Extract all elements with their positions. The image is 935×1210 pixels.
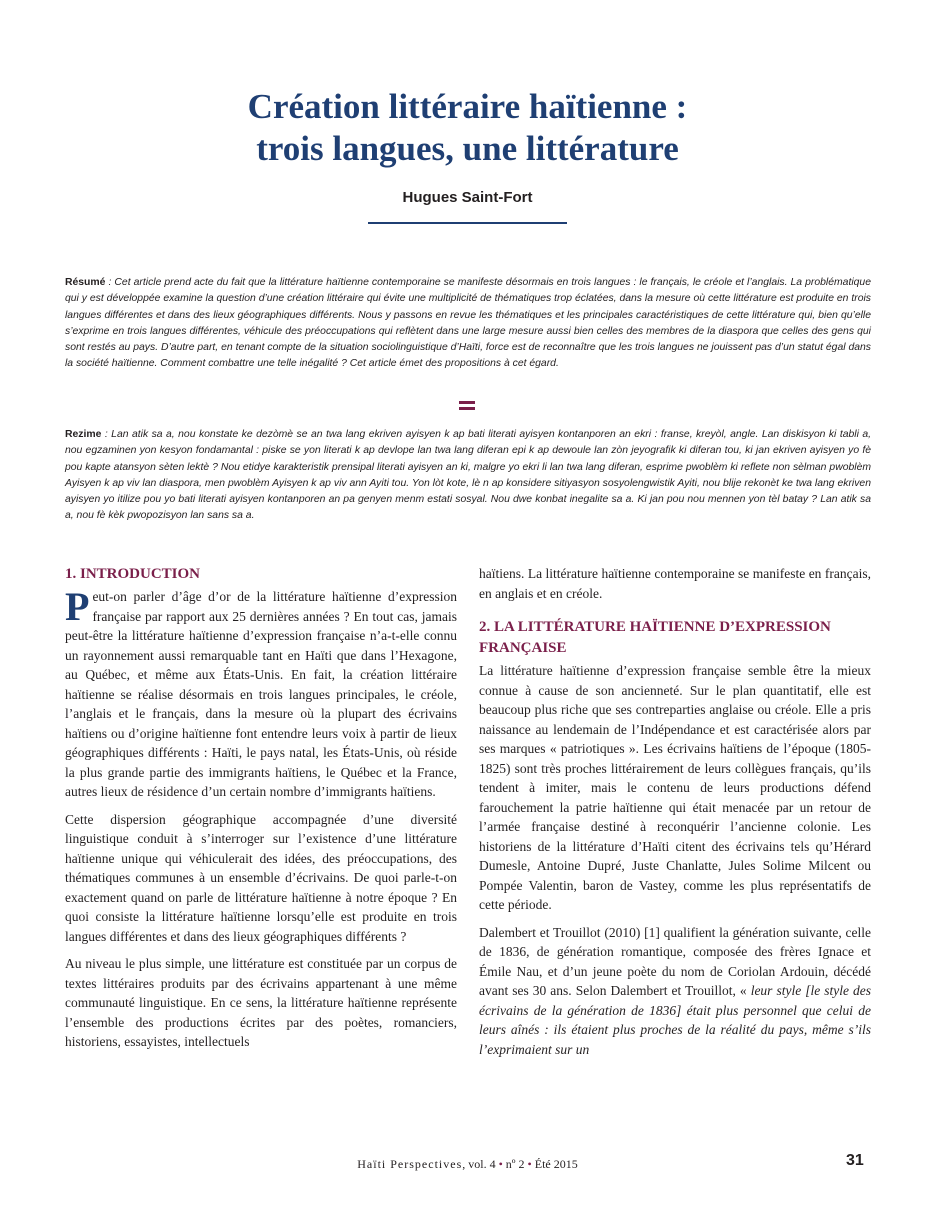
paragraph-6 [479, 923, 871, 1060]
author-divider [368, 222, 567, 224]
paragraph-6-quote: leur style [le style des écrivains de la génération de 1836] était plus personnel que celui de leurs aînés : ils étaient plus proches de la réalité du pays, même s’ils l’exprimaient sur un [479, 983, 871, 1057]
journal-name: Haïti Perspectives [357, 1157, 463, 1171]
journal-volume: , vol. 4 [462, 1157, 499, 1171]
section-heading-french-literature: 2. LA LITTÉRATURE HAÏTIENNE D’EXPRESSION FRANÇAISE [479, 619, 831, 656]
body-column-left [65, 564, 457, 1060]
title-line-2: trois langues, une littérature [256, 129, 679, 168]
paragraph-4: haïtiens. La littérature haïtienne contemporaine se manifeste en français, en anglais et en créole. [479, 566, 871, 601]
title-line-1: Création littéraire haïtienne : [247, 87, 688, 126]
paragraph-3: Au niveau le plus simple, une littérature est constituée par un corpus de textes littéraires produits par des écrivains appartenant à une même communauté linguistique. En ce sens, la littérature haïtienne représente l’ensemble des productions écrites par des poètes, romanciers, historiens, essayistes, intellectuels [65, 956, 457, 1049]
abstract-creole [65, 427, 871, 525]
abstract-french-text: : Cet article prend acte du fait que la littérature haïtienne contemporaine se manifeste désormais en trois langues : le français, le créole et l’anglais. La problématique qui y est développée examine la question d’une création littéraire qui évite une multiplicité de thématiques trop éclatées, dans la mesure où cette littérature est produite en trois langues différentes et dans des lieux géographiques différents. Nous y passons en revue les thématiques et les principales caractéristiques de cette littérature qui, bien qu’elle s’exprime en trois langues différentes, véhicule des préoccupations qui reflètent dans une large mesure aussi bien celles des membres de la diaspora que celles des gens qui sont restés au pays. D’autre part, en tenant compte de la situation sociolinguistique d’Haïti, force est de reconnaître que les trois langues ne jouissent pas d’un statut égal dans la société haïtienne. Comment combattre une telle inégalité ? Cet article émet des propositions à cet égard. [65, 277, 871, 370]
abstract-french-label: Résumé [65, 277, 106, 288]
author-name: Hugues Saint-Fort [402, 189, 533, 206]
paragraph-1 [65, 584, 457, 802]
drop-cap: P [65, 584, 90, 629]
journal-issue: nº 2 [502, 1157, 528, 1171]
footer-separator-2: • [527, 1157, 532, 1171]
page-number: 31 [846, 1152, 864, 1169]
abstract-creole-text: : Lan atik sa a, nou konstate ke dezòmè se an twa lang ekriven ayisyen k ap bati literati ayisyen kontanporen an ekri : franse, kreyòl, angle. Lan diskisyon ki tabli a, nou egzaminen yon kesyon fondamantal : piske se yon literati k ap devlope lan twa lang diferan epi k ap dewoule lan zòn jeyografik ki diferan tou, ki jan ekriven ayisyen yo fè pou kapte atansyon sèten lektè ? Nou etidye karakteristik prensipal literati ayisyen an ki, malgre yo ekri li lan twa lang diferan, esprime pwoblèm ki reflete non sèlman pwoblèm Ayisyen k ap viv lan diaspora, men pwoblèm Ayisyen k ap viv ann Ayiti tou. Yon lòt kote, lè n ap konsidere sitiyasyon sosyolengwistik Ayiti, nou blije rekonèt ke twa lang ekriven ayisyen yo itilize pou yo bati literati ayisyen kontanporen an pa genyen menm estati sosyal. Nou dwe konbat inegalite sa a. Ki jan pou nou mennen yon tèl batay ? Lan atik sa a, nou fè kèk pwopozisyon lan sans sa a. [65, 429, 871, 522]
section-separator-icon [459, 401, 475, 416]
abstract-creole-label: Rezime [65, 429, 102, 440]
paragraph-5: La littérature haïtienne d’expression française semble être la mieux connue à cause de son ancienneté. Sur le plan quantitatif, elle est beaucoup plus riche que ses contreparties anglaise ou créole. Elle a pris naissance au lendemain de l’Indépendance et est caractérisée alors par ses marques « patriotiques ». Les écrivains haïtiens de l’époque (1805-1825) sont très proches littérairement de leurs collègues français, qu’ils tendent à imiter, mais le contenu de leurs productions défend farouchement la patrie haïtienne qui était menacée par un retour de l’armée française destiné à reconquérir l’ancienne colonie. Les historiens de la littérature d’Haïti citent des écrivains tels qu’Hérard Dumesle, Antoine Dupré, Juste Chanlatte, Jules Solime Milcent ou Pompée Valentin, baron de Vastey, comme les plus représentatifs de cette période. [479, 663, 871, 912]
journal-season: Été 2015 [531, 1157, 578, 1171]
body-column-right [479, 564, 871, 1067]
footer-separator-1: • [498, 1157, 503, 1171]
page-footer [0, 1157, 935, 1172]
paragraph-2: Cette dispersion géographique accompagnée d’une diversité linguistique conduit à s’interroger sur l’existence d’une littérature haïtienne unique qui véhiculerait des idées, des préoccupations, des thématiques communes à un ensemble d’écrivains. De quoi parle-t-on exactement quand on parle de littérature haïtienne à notre époque ? En quoi consiste la littérature haïtienne lorsqu’elle est produite en trois langues différentes et dans des lieux géographiques différents ? [65, 811, 457, 944]
paragraph-6-text: Dalembert et Trouillot (2010) [1] qualifient la génération suivante, celle de 1836, de génération romantique, composée des frères Ignace et Émile Nau, et d’un jeune poète du nom de Coriolan Ardouin, décédé avant ses 30 ans. Selon Dalembert et Trouillot, « [479, 924, 871, 998]
section-heading-introduction: 1. INTRODUCTION [65, 566, 201, 582]
article-title [0, 86, 935, 170]
abstract-french [65, 275, 871, 373]
paragraph-1-text: eut-on parler d’âge d’or de la littérature haïtienne d’expression française par rapport aux 25 dernières années ? En tout cas, jamais peut-être la littérature haïtienne d’expression française n’a-t-elle connu un rayonnement aussi remarquable tant en Haïti que dans l’Hexagone, au Québec, et même aux États-Unis. En fait, la création littéraire haïtienne se réalise désormais en trois langues principales, le créole, l’anglais et le français, dans la mesure où la plupart des écrivains haïtiens ou d’origine haïtienne font entendre leurs voix à partir de lieux géographiques différents : Haïti, le pays natal, les États-Unis, où réside la plus grande partie des immigrants haïtiens, le Québec et la France, autres lieux de résidence d’un certain nombre d’immigrants haïtiens. [65, 589, 457, 799]
